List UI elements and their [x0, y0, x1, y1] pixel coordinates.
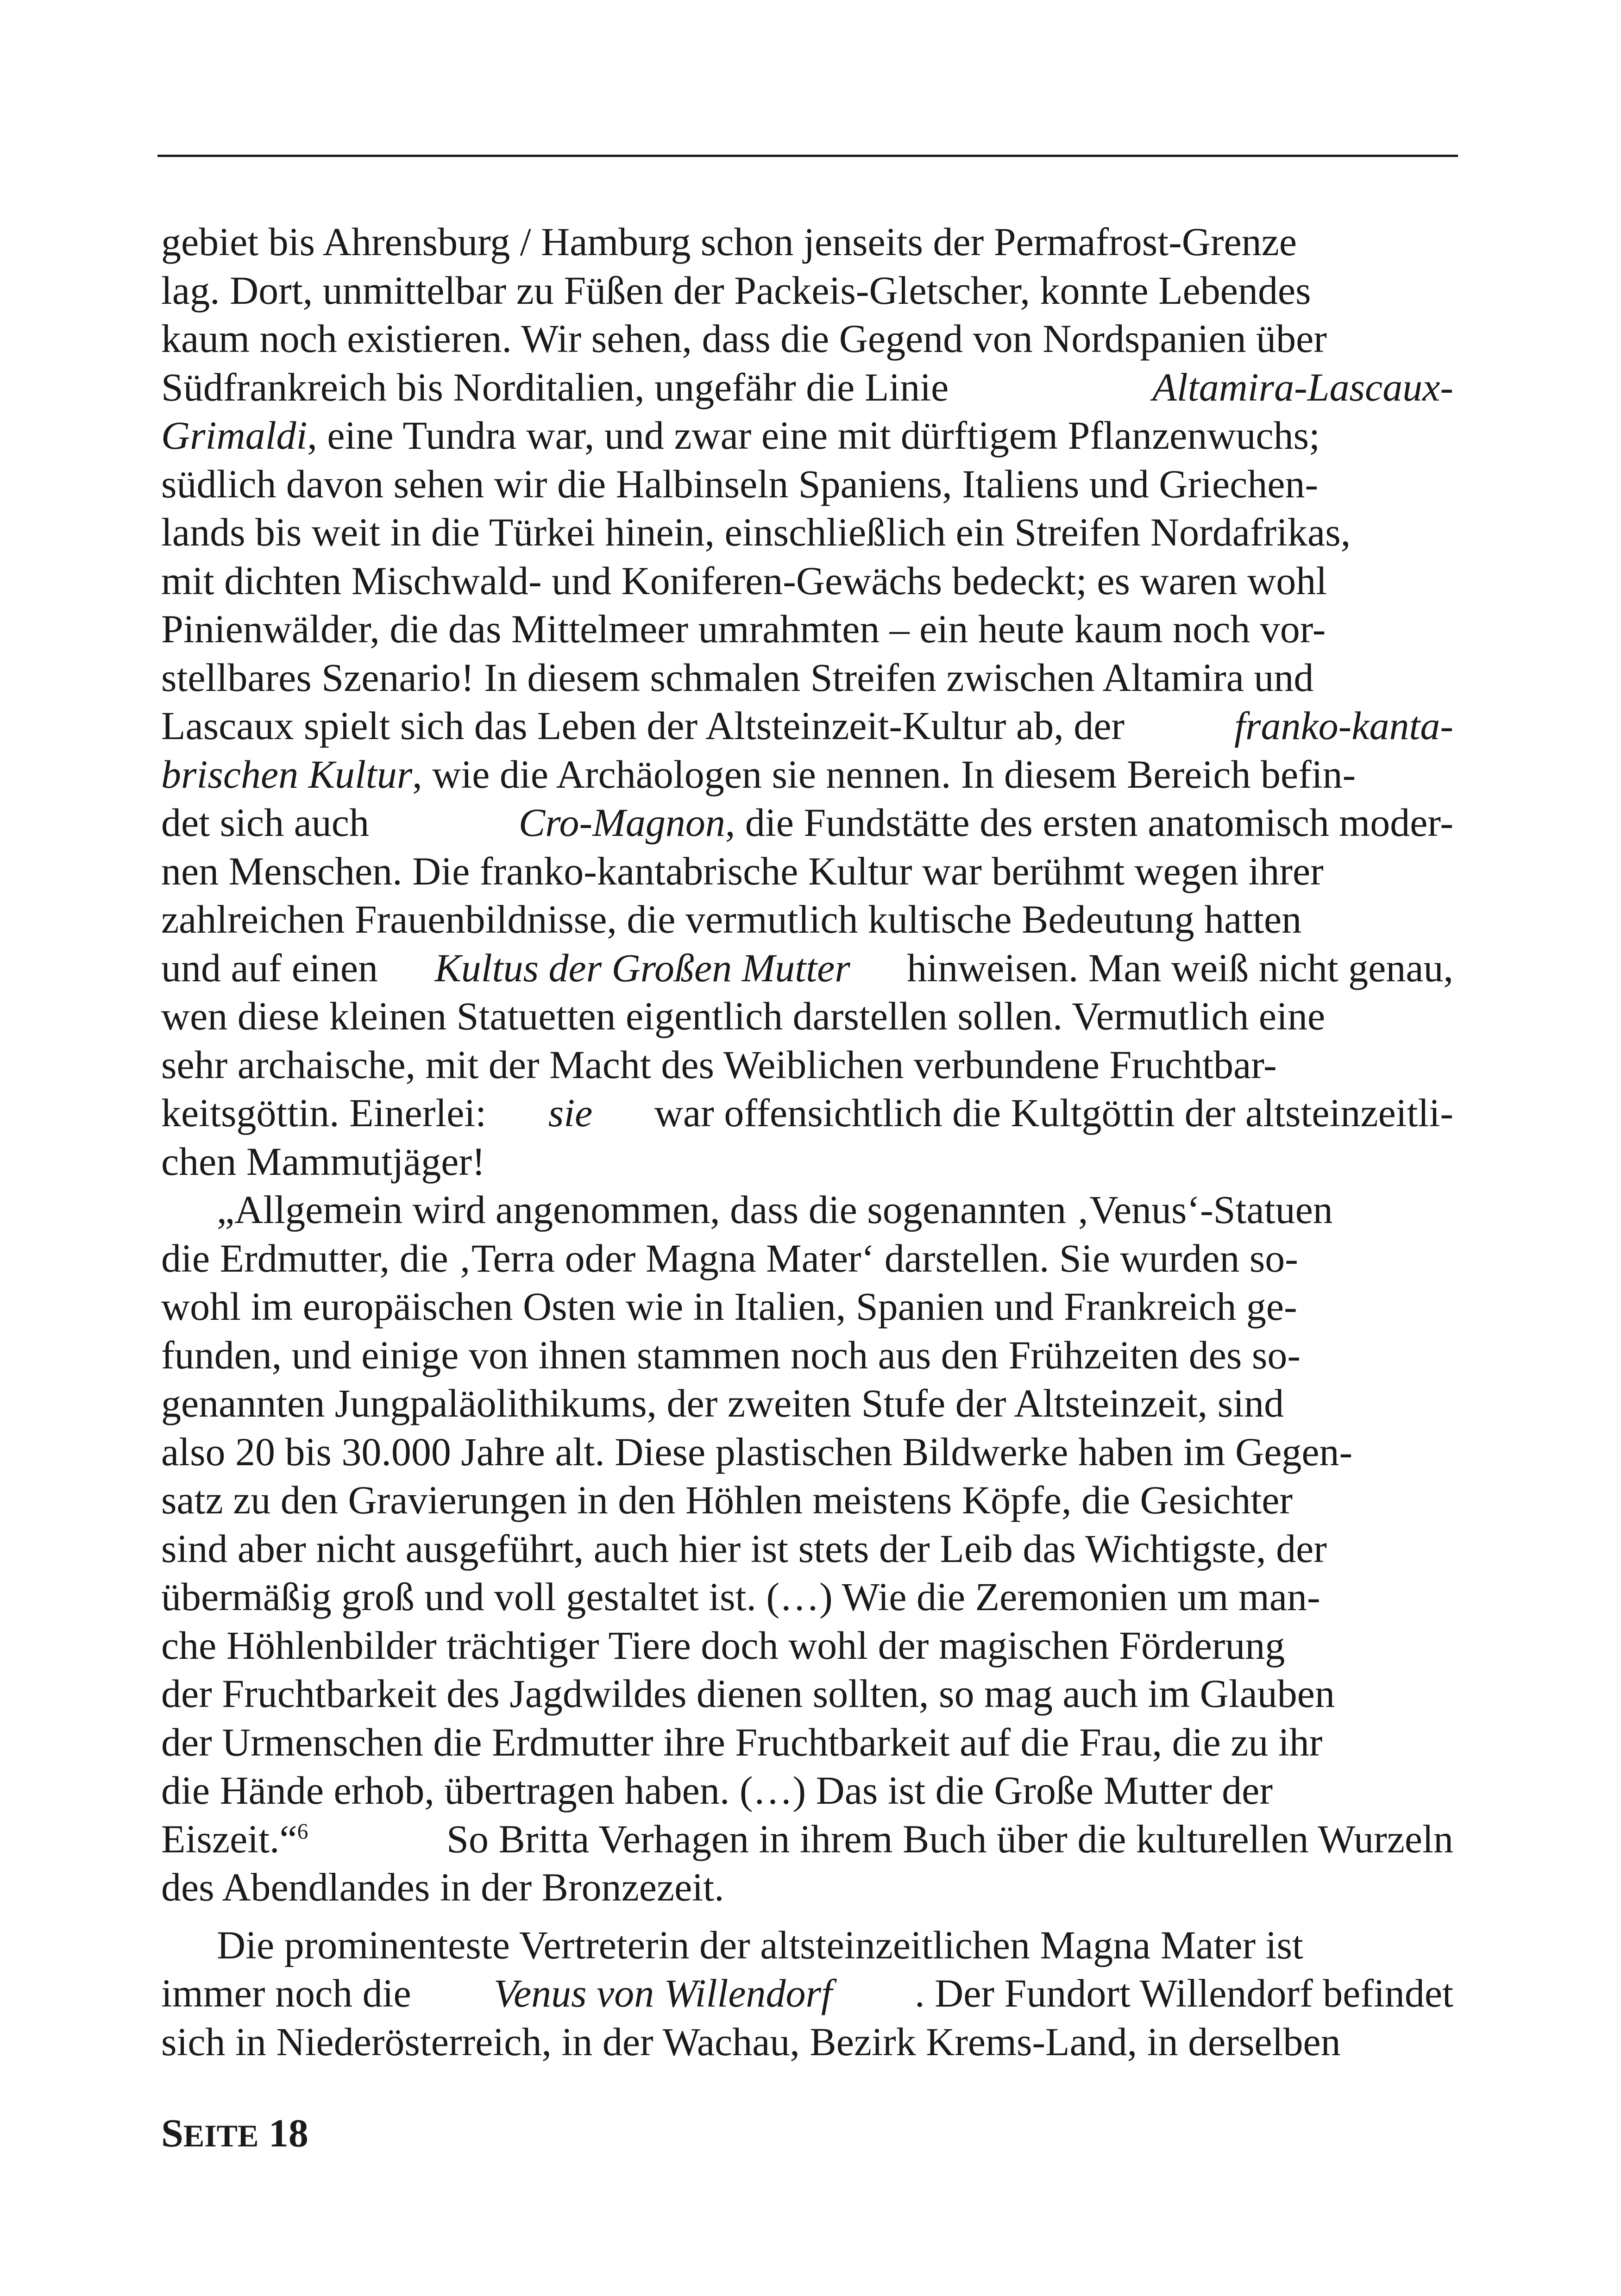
body-text — [161, 218, 1453, 2066]
text-line: Lascaux spielt sich das Leben der Altsteinzeit-Kultur ab, der franko-kanta- — [161, 702, 1453, 750]
quote-line: des Abendlandes in der Bronzezeit. — [161, 1865, 724, 1909]
quote-line: die Hände erhob, übertragen haben. (…) Das ist die Große Mutter der — [161, 1768, 1273, 1813]
italic-term: Grimaldi — [161, 413, 308, 458]
text-line: Die prominenteste Vertreterin der altsteinzeitlichen Magna Mater ist — [217, 1922, 1303, 1967]
quote-line: die Erdmutter, die ‚Terra oder Magna Mater‘ darstellen. Sie wurden so- — [161, 1236, 1298, 1280]
text-line: Grimaldi, eine Tundra war, und zwar eine mit dürftigem Pflanzenwuchs; — [161, 413, 1320, 458]
text-line: sehr archaische, mit der Macht des Weiblichen verbundene Fruchtbar- — [161, 1042, 1277, 1087]
quote-line: der Fruchtbarkeit des Jagdwildes dienen sollten, so mag auch im Glauben — [161, 1671, 1335, 1716]
quote-line: sind aber nicht ausgeführt, auch hier ist stets der Leib das Wichtigste, der — [161, 1526, 1327, 1571]
quote-line: der Urmenschen die Erdmutter ihre Fruchtbarkeit auf die Frau, die zu ihr — [161, 1719, 1323, 1764]
text-line: und auf einen Kultus der Großen Mutter hinweisen. Man weiß nicht genau, — [161, 944, 1453, 992]
quote-line: Eiszeit.“$^6$ So Britta Verhagen in ihrem Buch über die kulturellen Wurzeln — [161, 1816, 1453, 1861]
text-line: immer noch die Venus von Willendorf . Der Fundort Willendorf befindet — [161, 1969, 1453, 2018]
text-line: Pinienwälder, die das Mittelmeer umrahmten – ein heute kaum noch vor- — [161, 607, 1326, 651]
italic-term: Cro-Magnon — [518, 800, 725, 845]
text-line: det sich auch Cro-Magnon, die Fundstätte des ersten anatomisch moder- — [161, 800, 1453, 845]
quote-line: genannten Jungpaläolithikums, der zweiten Stufe der Altsteinzeit, sind — [161, 1381, 1284, 1425]
text-line: lands bis weit in die Türkei hinein, einschließlich ein Streifen Nordafrikas, — [161, 510, 1351, 554]
quote-line: che Höhlenbilder trächtiger Tiere doch wohl der magischen Förderung — [161, 1623, 1285, 1668]
text-line: brischen Kultur, wie die Archäologen sie nennen. In diesem Bereich befin- — [161, 752, 1356, 797]
text-line: stellbares Szenario! In diesem schmalen Streifen zwischen Altamira und — [161, 655, 1314, 700]
text-line: lag. Dort, unmittelbar zu Füßen der Packeis-Gletscher, konnte Lebendes — [161, 268, 1311, 313]
text-line: Südfrankreich bis Norditalien, ungefähr die Linie Altamira-Lascaux- — [161, 363, 1453, 412]
italic-term: sie — [548, 1091, 593, 1135]
text-line: südlich davon sehen wir die Halbinseln Spaniens, Italiens und Griechen- — [161, 461, 1319, 506]
text-line: mit dichten Mischwald- und Koniferen-Gewächs bedeckt; es waren wohl — [161, 558, 1327, 603]
text-line: wen diese kleinen Statuetten eigentlich darstellen sollen. Vermutlich eine — [161, 994, 1326, 1038]
italic-term: Kultus der Großen Mutter — [434, 945, 850, 990]
italic-term: brischen Kultur — [161, 752, 413, 797]
text-line: zahlreichen Frauenbildnisse, die vermutlich kultische Bedeutung hatten — [161, 897, 1302, 941]
italic-term: Altamira-Lascaux- — [1152, 364, 1453, 409]
quote-line: übermäßig groß und voll gestaltet ist. (…) Wie die Zeremonien um man- — [161, 1575, 1320, 1619]
text-line: sich in Niederösterreich, in der Wachau, Bezirk Krems-Land, in derselben — [161, 2019, 1341, 2064]
text-line: keitsgöttin. Einerlei: sie war offensichtlich die Kultgöttin der altsteinzeitli- — [161, 1089, 1453, 1137]
footnote-marker: 6 — [297, 1819, 308, 1844]
quote-line: „Allgemein wird angenommen, dass die sogenannten ‚Venus‘-Statuen — [217, 1187, 1333, 1232]
quote-line: also 20 bis 30.000 Jahre alt. Diese plastischen Bildwerke haben im Gegen- — [161, 1429, 1353, 1474]
quote-line: satz zu den Gravierungen in den Höhlen meistens Köpfe, die Gesichter — [161, 1478, 1293, 1522]
italic-term: Venus von Willendorf — [493, 1971, 832, 2015]
italic-term: franko-kanta- — [1234, 703, 1453, 748]
text-line: gebiet bis Ahrensburg / Hamburg schon jenseits der Permafrost-Grenze — [161, 220, 1297, 264]
text-line: nen Menschen. Die franko-kantabrische Kultur war berühmt wegen ihrer — [161, 848, 1324, 893]
text-line: chen Mammutjäger! — [161, 1139, 485, 1184]
quote-line: wohl im europäischen Osten wie in Italien, Spanien und Frankreich ge- — [161, 1284, 1297, 1329]
page-number: SEITE 18 — [161, 2111, 308, 2155]
header-rule — [157, 155, 1458, 157]
quote-line: funden, und einige von ihnen stammen noch aus den Frühzeiten des so- — [161, 1332, 1301, 1377]
text-line: kaum noch existieren. Wir sehen, dass die Gegend von Nordspanien über — [161, 316, 1327, 361]
